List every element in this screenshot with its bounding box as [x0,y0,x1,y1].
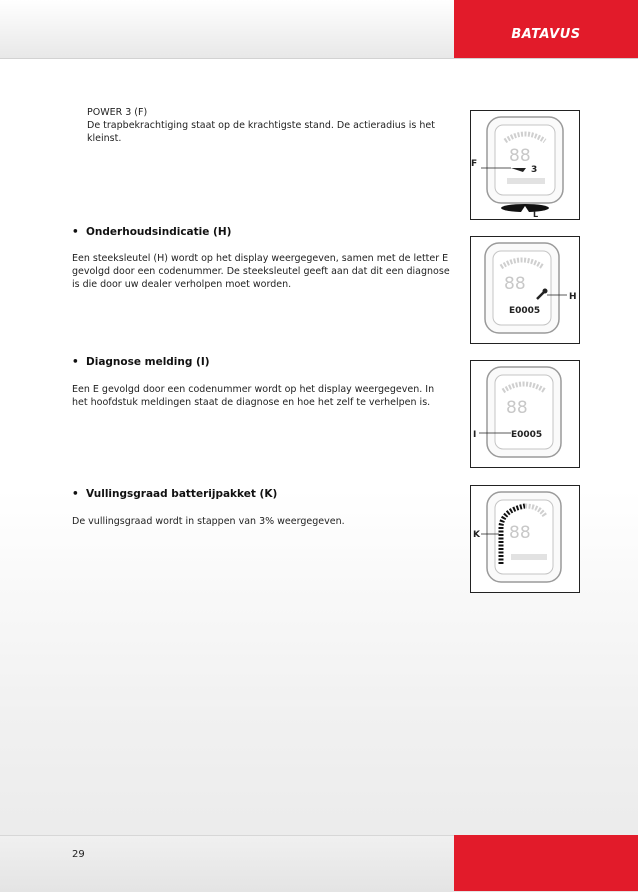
display-figure-h [470,236,580,344]
svg-text:E0005: E0005 [511,430,543,440]
power3-line-1: De trapbekrachtiging staat op de krachtigste stand. De actieradius is het [87,120,435,131]
label-i: I [473,430,477,440]
body-line: Een steeksleutel (H) wordt op het display weergegeven, samen met de letter E [72,253,449,264]
body-line: is die door uw dealer verholpen moet worden. [72,279,292,290]
svg-text:88: 88 [506,398,528,418]
body-line: De vullingsgraad wordt in stappen van 3% weergegeven. [72,516,345,527]
section-body-diagnose [72,383,457,409]
power3-title: POWER 3 (F) [87,107,148,118]
label-l: L [533,210,539,219]
section-body-vulling [72,515,457,528]
brand-logo [454,0,638,58]
section-heading-vulling: • Vullingsgraad batterijpakket (K) [72,488,278,500]
section-heading-onderhoud: • Onderhoudsindicatie (H) [72,226,232,238]
label-h: H [569,292,577,302]
footer-red-block [454,835,638,891]
page-number: 29 [72,849,85,860]
label-k: K [473,530,480,540]
power3-block [87,106,447,145]
svg-text:E0005: E0005 [509,306,541,316]
brand-logo-text: BATAVUS [511,27,581,42]
section-heading-diagnose: • Diagnose melding (I) [72,356,210,368]
body-line: gevolgd door een codenummer. De steeksleutel geeft aan dat dit een diagnose [72,266,450,277]
label-f: F [471,159,478,169]
body-line: het hoofdstuk meldingen staat de diagnose en hoe het zelf te verhelpen is. [72,397,431,408]
svg-text:88: 88 [509,523,531,543]
section-body-onderhoud [72,252,457,291]
svg-text:88: 88 [504,274,526,294]
display-figure-f [470,110,580,220]
display-figure-i [470,360,580,468]
svg-text:3: 3 [531,165,538,175]
power3-line-2: kleinst. [87,133,122,144]
body-line: Een E gevolgd door een codenummer wordt op het display weergegeven. In [72,384,435,395]
svg-text:88: 88 [509,146,531,166]
display-figure-k [470,485,580,593]
